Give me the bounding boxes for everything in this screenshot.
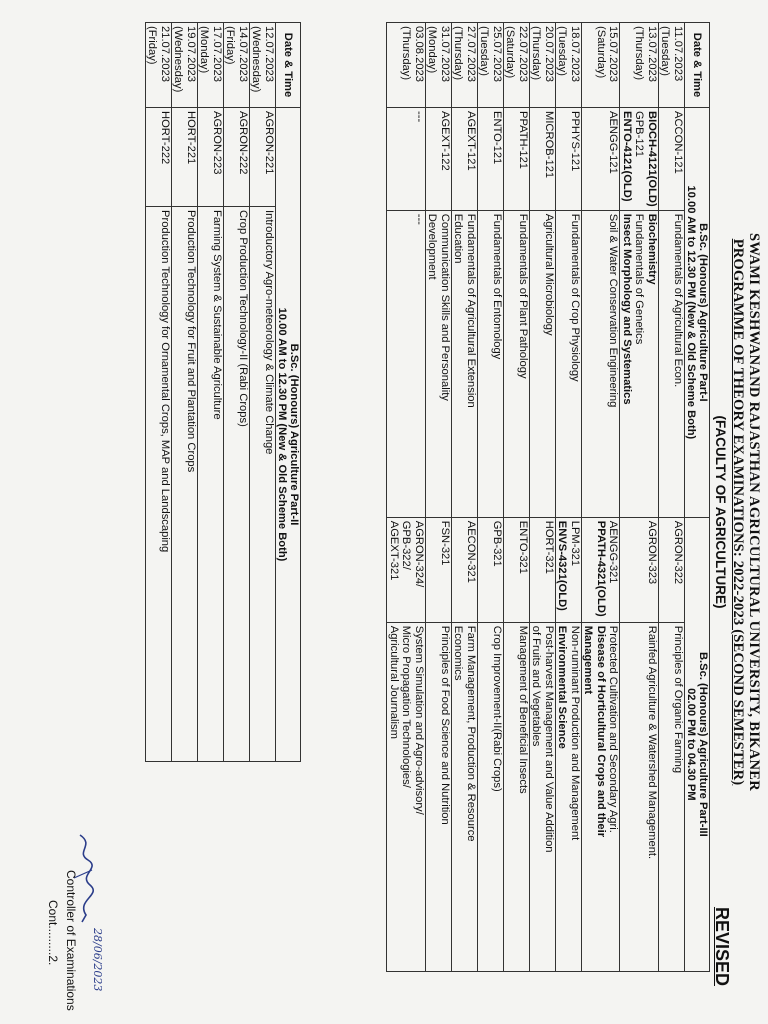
date-cell-line: (Monday) — [426, 26, 439, 74]
table-row — [250, 23, 276, 762]
date-cell-line: 15.07.2023 — [607, 26, 620, 82]
course-name-cell-line: Insect Morphology and Systematics — [621, 213, 633, 405]
date-cell-line: (Saturday) — [595, 26, 607, 79]
course-code-cell — [387, 517, 426, 622]
course-name-cell-line: Biochemistry — [646, 213, 658, 285]
date-cell — [504, 23, 530, 108]
course-code-cell-line: AGRON-322 — [672, 520, 684, 585]
course-code-cell — [582, 108, 621, 211]
course-code-cell-line: PPATH-121 — [517, 111, 529, 170]
course-code-cell-line: HORT-321 — [543, 520, 555, 574]
course-name-cell — [659, 622, 685, 971]
course-name-cell-line: Farm Management, Production & Resource — [465, 625, 477, 842]
course-name-cell-line: Micro Propagation Technologies/ — [400, 625, 413, 788]
date-cell — [620, 23, 659, 108]
date-time-header: Date & Time — [685, 23, 710, 108]
controller-label: Controller of Examinations — [64, 870, 78, 1011]
schedule-table-part1-part3 — [387, 22, 711, 972]
course-code-cell — [582, 517, 621, 622]
signature-date: 28/06/2023 — [91, 928, 104, 992]
course-name-cell — [504, 622, 530, 971]
course-name-cell-line: Fundamentals of Crop Physiology — [569, 213, 581, 382]
course-name-cell — [556, 622, 582, 971]
course-name-cell-line: Economics — [452, 625, 465, 681]
course-code-cell: AGRON-222 — [224, 108, 250, 207]
course-name-cell-line: Post-harvest Management and Value Addition — [543, 625, 555, 853]
course-name-cell-line: Fundamentals of Agricultural Extension — [465, 213, 477, 408]
course-name-cell-line: Soil & Water Conservation Engineering — [607, 213, 620, 408]
course-code-cell: HORT-222 — [146, 108, 172, 207]
course-code-cell: AGRON-223 — [198, 108, 224, 207]
course-name-cell-line: System Simulation and Agro-advisory/ — [413, 625, 425, 815]
date-cell-line: (Tuesday) — [556, 26, 569, 76]
part3-header: B.Sc. (Honours) Agriculture Part-III 02.00 PM to 04.30 PM — [685, 517, 710, 971]
table-row — [387, 23, 426, 972]
course-name-cell — [426, 210, 452, 517]
course-code-cell-line: AGEXT-321 — [388, 520, 400, 581]
course-code-cell-line: ENVS-4321(OLD) — [556, 520, 569, 611]
course-code-cell-line: PPATH-4321(OLD) — [595, 520, 607, 617]
table-row — [504, 23, 530, 972]
course-code-cell-line: AGEXT-121 — [465, 111, 477, 171]
course-name-cell — [452, 622, 478, 971]
date-cell-line: (Friday) — [224, 26, 237, 65]
continued-label: Cont.........2. — [46, 900, 60, 966]
course-name-cell: Crop Production Technology-II (Rabi Crops) — [224, 207, 250, 762]
table-row — [224, 23, 250, 762]
date-cell-line: 18.07.2023 — [569, 26, 581, 82]
date-cell — [530, 23, 556, 108]
course-code-cell — [620, 517, 659, 622]
course-name-cell: Production Technology for Ornamental Crops, MAP and Landscaping — [146, 207, 172, 762]
date-cell-line: (Tuesday) — [659, 26, 672, 76]
course-code-cell — [504, 108, 530, 211]
part2-header: B.Sc. (Honours) Agriculture Part-II 10.00 AM to 12.30 PM (New & Old Scheme Both) — [276, 108, 301, 762]
course-name-cell — [556, 210, 582, 517]
course-code-cell-line: ENTO-4121(OLD) — [621, 111, 633, 202]
date-cell — [478, 23, 504, 108]
course-name-cell-line: Disease of Horticultural Crops and their — [595, 625, 607, 838]
table-row — [172, 23, 198, 762]
date-cell-line: 31.07.2023 — [439, 26, 451, 82]
course-name-cell — [387, 622, 426, 971]
date-cell — [387, 23, 426, 108]
course-code-cell — [452, 108, 478, 211]
course-code-cell-line: LPM-321 — [569, 520, 581, 567]
date-cell-line: 25.07.2023 — [491, 26, 503, 82]
course-name-cell-line: Principles of Food Science and Nutrition — [439, 625, 451, 825]
course-code-cell — [659, 517, 685, 622]
course-code-cell-line: GPB-121 — [633, 111, 646, 158]
date-cell — [224, 23, 250, 108]
course-code-cell — [504, 517, 530, 622]
course-name-cell — [387, 210, 426, 517]
course-code-cell-line: AECON-321 — [465, 520, 477, 583]
course-code-cell-line: ACCON-121 — [672, 111, 684, 174]
date-cell-line: (Thursday) — [400, 26, 413, 81]
course-code-cell-line: AGRON-324/ — [413, 520, 425, 588]
course-code-cell-line: AGEXT-122 — [439, 111, 451, 171]
course-code-cell-line: FSN-321 — [439, 520, 451, 566]
table-row — [426, 23, 452, 972]
course-name-cell: Introductory Agro-meteorology & Climate Change — [250, 207, 276, 762]
course-code-cell-line: AGRON-323 — [646, 520, 658, 585]
course-code-cell — [659, 108, 685, 211]
course-name-cell-line: Non-ruminant Production and Management — [569, 625, 581, 841]
date-cell-line: 14.07.2023 — [237, 26, 249, 82]
course-code-cell — [556, 517, 582, 622]
course-code-cell-line: MICROB-121 — [543, 111, 555, 179]
course-name-cell-line: Fundamentals of Agricultural Econ. — [672, 213, 684, 388]
course-code-cell-line: GPB-322/ — [400, 520, 413, 570]
date-cell-line: (Thursday) — [633, 26, 646, 81]
table-row — [659, 23, 685, 972]
course-code-cell-line: ENTO-121 — [491, 111, 503, 165]
course-name-cell — [620, 622, 659, 971]
course-name-cell-line: of Fruits and Vegetables — [530, 625, 543, 747]
course-code-cell-line: BIOCH-4121(OLD) — [646, 111, 658, 207]
course-code-cell-line: AENGG-121 — [607, 111, 620, 174]
table-row — [582, 23, 621, 972]
date-cell-line: (Thursday) — [530, 26, 543, 81]
date-cell — [250, 23, 276, 108]
date-cell-line: 19.07.2023 — [185, 26, 197, 82]
course-code-cell-line: AENGG-321 — [607, 520, 620, 584]
course-name-cell — [426, 622, 452, 971]
course-name-cell-line: Rainfed Agriculture & Watershed Management. — [646, 625, 658, 860]
faculty-title: (FACULTY OF AGRICULTURE) — [713, 415, 728, 609]
date-cell-line: (Monday) — [198, 26, 211, 74]
course-code-cell: AGRON-221 — [250, 108, 276, 207]
course-name-cell — [530, 622, 556, 971]
course-code-cell-line: --- — [413, 111, 425, 123]
course-name-cell-line: Principles of Organic Farming — [672, 625, 684, 774]
course-name-cell — [452, 210, 478, 517]
course-code-cell — [426, 108, 452, 211]
table-row — [452, 23, 478, 972]
date-cell — [172, 23, 198, 108]
course-name-cell-line: Environmental Science — [556, 625, 569, 749]
course-name-cell-line: --- — [413, 213, 425, 225]
course-code-cell — [556, 108, 582, 211]
course-name-cell-line: Crop Improvement-II(Rabi Crops) — [491, 625, 503, 792]
course-code-cell-line: ENTO-321 — [517, 520, 529, 575]
university-title: SWAMI KESHWANAND RAJASTHAN AGRICULTURAL UNIVERSITY, BIKANER — [746, 232, 762, 792]
date-cell — [556, 23, 582, 108]
table-row — [556, 23, 582, 972]
signature-block — [10, 830, 104, 1011]
date-cell-line: 12.07.2023 — [263, 26, 275, 82]
course-code-cell — [478, 108, 504, 211]
date-cell-line: 27.07.2023 — [465, 26, 477, 82]
course-name-cell-line: Management — [582, 625, 595, 695]
revised-stamp: REVISED — [712, 906, 732, 986]
date-cell — [146, 23, 172, 108]
date-cell-line: (Thursday) — [452, 26, 465, 81]
course-name-cell — [478, 210, 504, 517]
course-name-cell-line: Fundamentals of Plant Pathology — [517, 213, 529, 379]
course-name-cell-line: Development — [426, 213, 439, 280]
course-code-cell — [530, 517, 556, 622]
course-code-cell — [478, 517, 504, 622]
date-cell-line: 20.07.2023 — [543, 26, 555, 82]
course-name-cell-line: Agricultural Journalism — [388, 625, 400, 739]
course-name-cell — [582, 210, 621, 517]
course-code-cell — [387, 108, 426, 211]
table-row — [478, 23, 504, 972]
course-name-cell-line: Education — [452, 213, 465, 264]
table-row — [620, 23, 659, 972]
course-name-cell-line: Protected Cultivation and Secondary Agri. — [607, 625, 620, 833]
date-cell-line: 17.07.2023 — [211, 26, 223, 82]
course-name-cell — [659, 210, 685, 517]
date-cell — [582, 23, 621, 108]
course-code-cell — [620, 108, 659, 211]
date-cell — [426, 23, 452, 108]
date-cell-line: 03.08.2023 — [413, 26, 425, 82]
date-cell-line: 21.07.2023 — [159, 26, 171, 82]
part1-header: B.Sc. (Honours) Agriculture Part-I 10.00 AM to 12.30 PM (New & Old Scheme Both) — [685, 108, 710, 518]
course-code-cell — [452, 517, 478, 622]
course-name-cell-line: Communication Skills and Personality — [439, 213, 451, 401]
course-code-cell — [530, 108, 556, 211]
schedule-table-part2 — [145, 22, 301, 762]
course-name-cell — [620, 210, 659, 517]
course-name-cell-line: Management of Beneficial Insects — [517, 625, 529, 794]
course-name-cell — [530, 210, 556, 517]
course-code-cell-line: GPB-321 — [491, 520, 503, 567]
table-row — [146, 23, 172, 762]
date-cell-line: 22.07.2023 — [517, 26, 529, 82]
date-cell-line: 11.07.2023 — [672, 26, 684, 82]
course-name-cell — [504, 210, 530, 517]
course-name-cell-line: Fundamentals of Entomology — [491, 213, 503, 360]
date-cell-line: (Wednesday) — [250, 26, 263, 93]
course-name-cell: Farming System & Sustainable Agriculture — [198, 207, 224, 762]
programme-title: PROGRAMME OF THEORY EXAMINATIONS: 2022-2023 (SECOND SEMESTER) — [730, 238, 746, 786]
date-cell-line: (Wednesday) — [172, 26, 185, 93]
date-cell-line: 13.07.2023 — [646, 26, 658, 82]
table-row — [198, 23, 224, 762]
date-cell — [452, 23, 478, 108]
course-name-cell-line: Agricultural Microbiology — [543, 213, 555, 336]
date-time-header: Date & Time — [276, 23, 301, 108]
date-cell-line: (Saturday) — [504, 26, 517, 79]
date-cell-line: (Friday) — [146, 26, 159, 65]
course-code-cell-line: PPHYS-121 — [569, 111, 581, 172]
course-name-cell-line: Fundamentals of Genetics — [633, 213, 646, 345]
date-cell — [198, 23, 224, 108]
date-cell — [659, 23, 685, 108]
course-code-cell — [426, 517, 452, 622]
table-row — [530, 23, 556, 972]
course-name-cell: Production Technology for Fruit and Plantation Crops — [172, 207, 198, 762]
course-name-cell — [582, 622, 621, 971]
date-cell-line: (Tuesday) — [478, 26, 491, 76]
course-code-cell: HORT-221 — [172, 108, 198, 207]
course-name-cell — [478, 622, 504, 971]
